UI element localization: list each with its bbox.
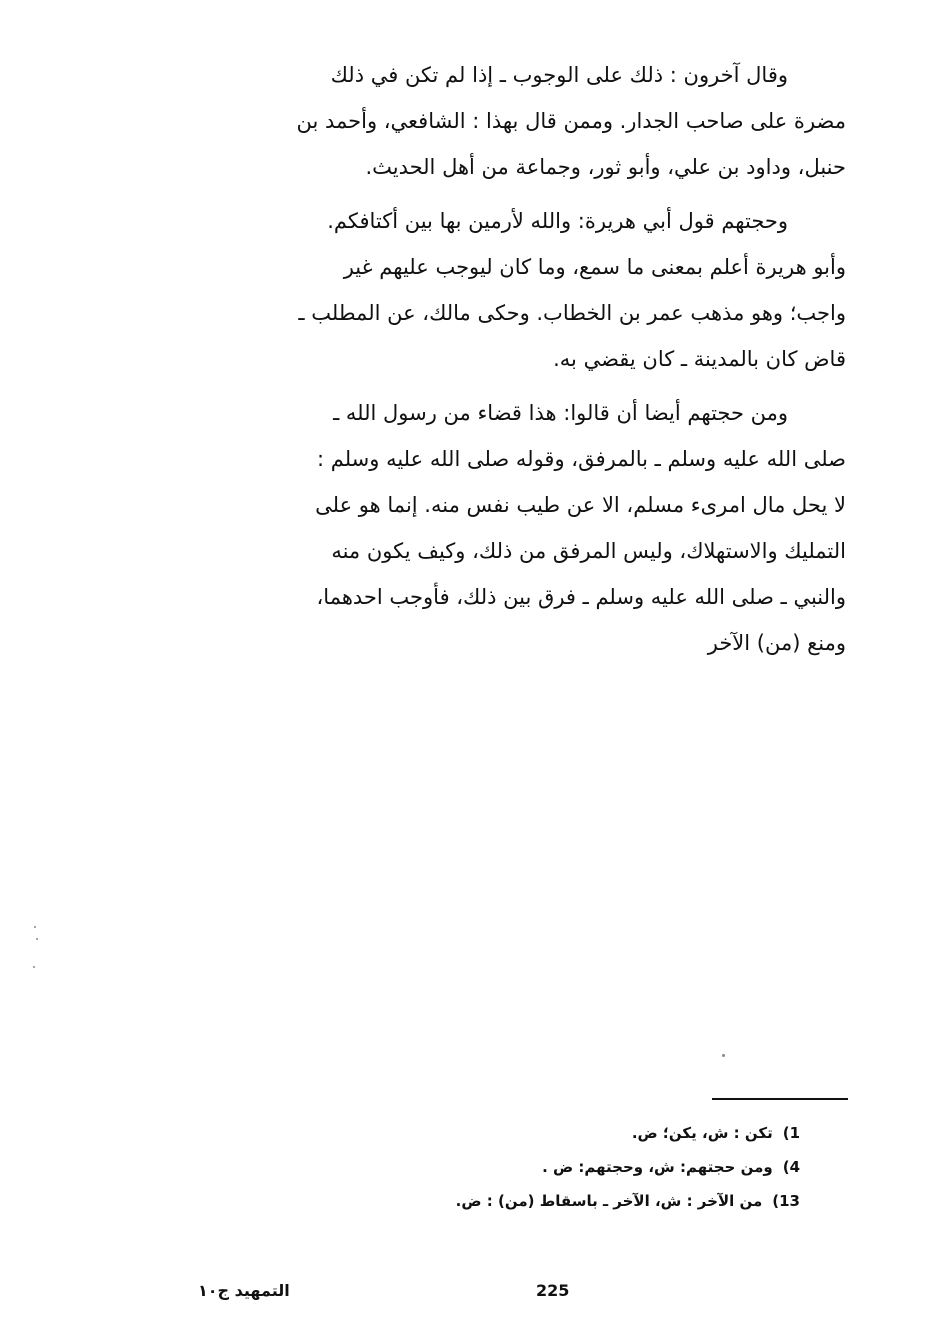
- scan-speck: [36, 938, 38, 940]
- main-text: [196, 52, 846, 666]
- text-line: لا يحل مال امرىء مسلم، الا عن طيب نفس منه. إنما هو على: [315, 493, 846, 517]
- text-line: مضرة على صاحب الجدار. وممن قال بهذا : الشافعي، وأحمد بن: [296, 109, 846, 133]
- text-line: صلى الله عليه وسلم ـ بالمرفق، وقوله صلى الله عليه وسلم :: [317, 447, 846, 471]
- page-number: 225: [536, 1281, 570, 1300]
- scan-speck: [33, 966, 35, 968]
- footnote-text: من الآخر : ش، الآخر ـ باسقاط (من) : ض.: [455, 1192, 763, 1210]
- footnote-text: تكن : ش، يكن؛ ض.: [631, 1124, 773, 1142]
- footnote: [380, 1184, 800, 1218]
- text-line: التمليك والاستهلاك، وليس المرفق من ذلك، وكيف يكون منه: [331, 539, 846, 563]
- text-line: واجب؛ وهو مذهب عمر بن الخطاب. وحكى مالك، عن المطلب ـ: [298, 301, 846, 325]
- text-line: وأبو هريرة أعلم بمعنى ما سمع، وما كان ليوجب عليهم غير: [343, 255, 846, 279]
- footnote: [380, 1150, 800, 1184]
- footnote-number: 1): [782, 1124, 800, 1142]
- text-line: ومن حجتهم أيضا أن قالوا: هذا قضاء من رسول الله ـ: [333, 401, 788, 425]
- text-line: ومنع (من) الآخر: [707, 631, 846, 655]
- footnote-divider: [712, 1098, 848, 1100]
- footnote-number: 13): [772, 1192, 800, 1210]
- scan-speck: [34, 926, 36, 928]
- scan-speck: [722, 1054, 725, 1057]
- footnote-number: 4): [782, 1158, 800, 1176]
- text-line: وقال آخرون : ذلك على الوجوب ـ إذا لم تكن في ذلك: [330, 63, 788, 87]
- text-line: والنبي ـ صلى الله عليه وسلم ـ فرق بين ذلك، فأوجب احدهما،: [316, 585, 846, 609]
- text-line: وحجتهم قول أبي هريرة: والله لأرمين بها بين أكتافكم.: [327, 209, 788, 233]
- footnote: [380, 1116, 800, 1150]
- text-line: حنبل، وداود بن علي، وأبو ثور، وجماعة من أهل الحديث.: [365, 155, 846, 179]
- footnote-text: ومن حجتهم: ش، وحجتهم: ض .: [542, 1158, 773, 1176]
- running-title: التمهيد ج١٠: [198, 1281, 290, 1300]
- footnotes: [380, 1116, 800, 1218]
- text-line: قاض كان بالمدينة ـ كان يقضي به.: [553, 347, 846, 371]
